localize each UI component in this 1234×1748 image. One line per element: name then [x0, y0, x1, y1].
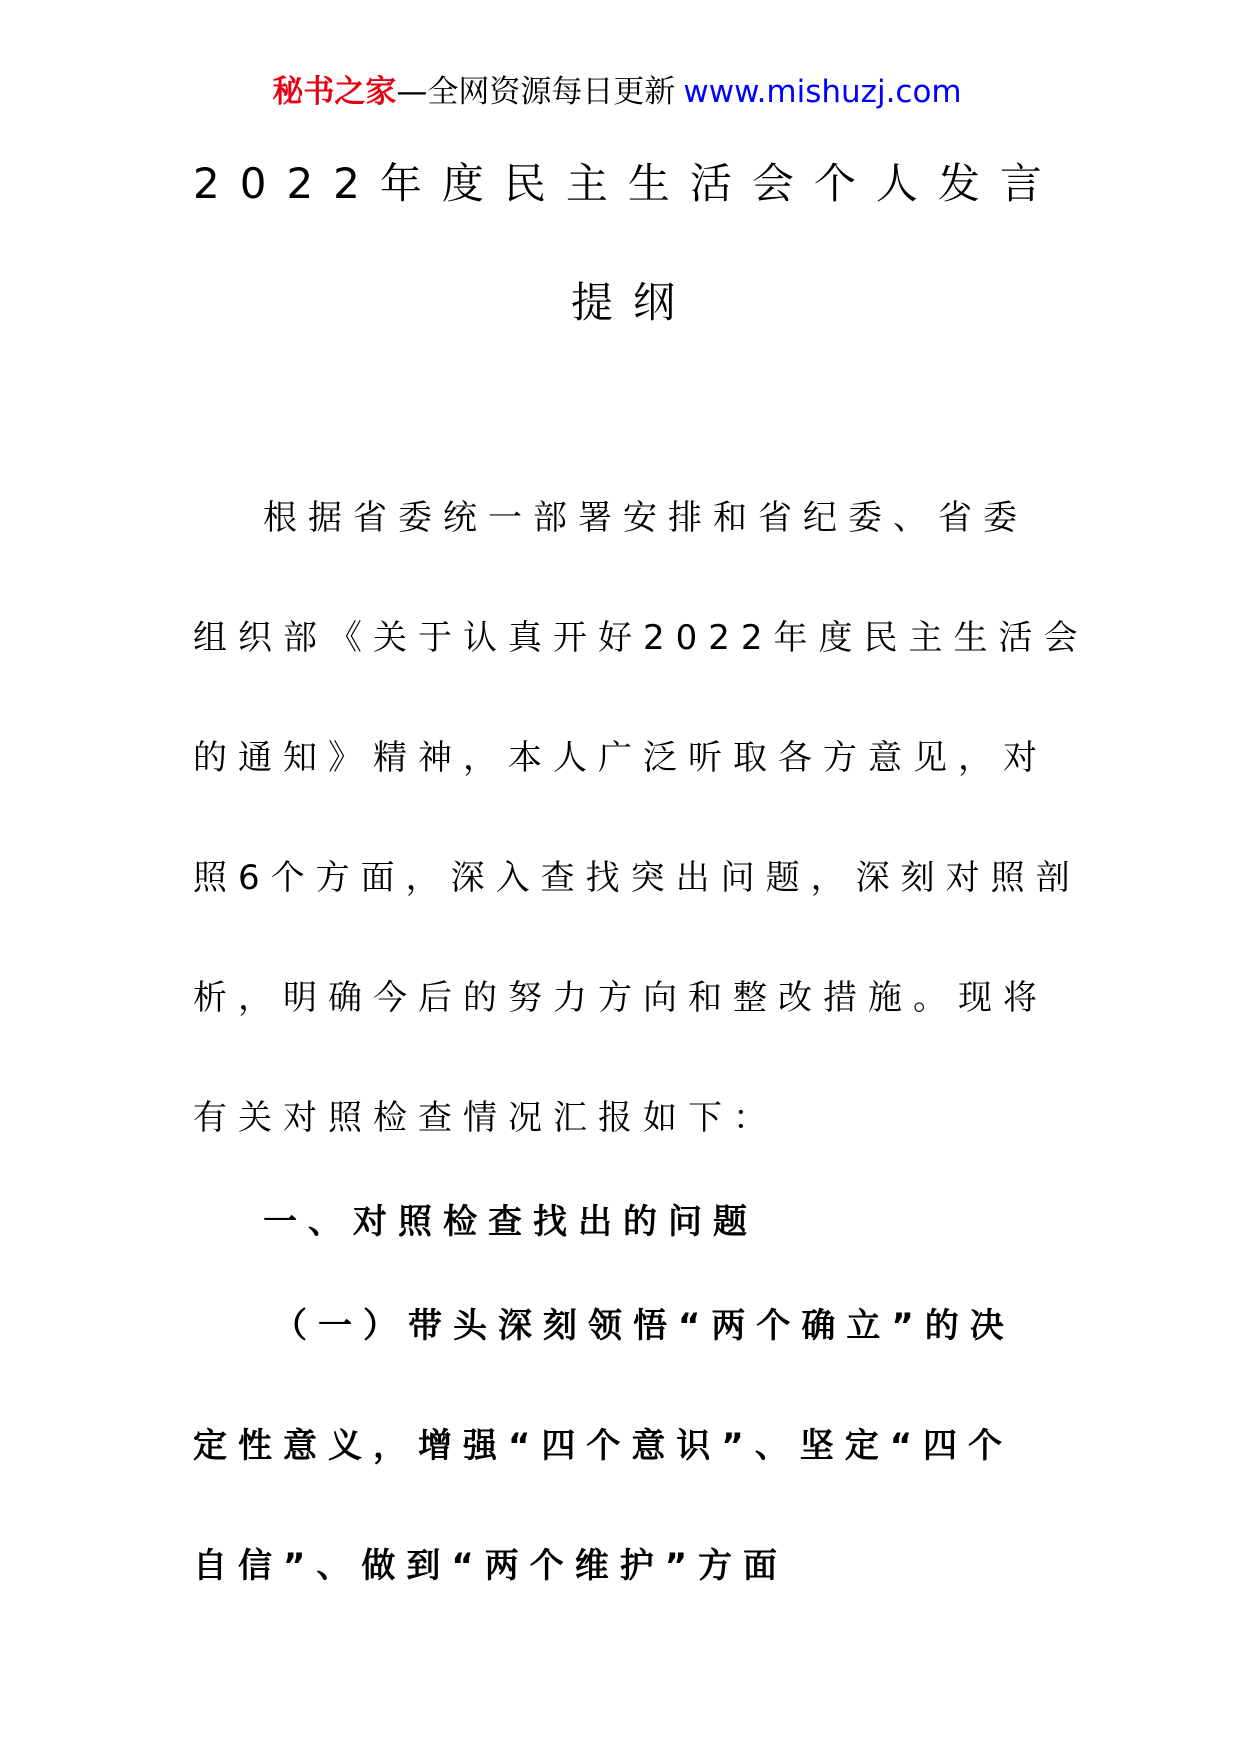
body-line-2: 组织部《关于认真开好2022年度民主生活会 [193, 618, 1089, 658]
body-line-5: 析，明确今后的努力方向和整改措施。现将 [193, 978, 1048, 1018]
subsection-line-2: 定性意义，增强“四个意识”、坚定“四个 [193, 1426, 1014, 1466]
subsection-line-3: 自信”、做到“两个维护”方面 [193, 1546, 789, 1586]
body-line-6: 有关对照检查情况汇报如下： [193, 1098, 778, 1138]
site-slogan: —全网资源每日更新 [396, 74, 676, 110]
site-header [0, 72, 1234, 112]
body-line-3: 的通知》精神，本人广泛听取各方意见，对 [193, 738, 1048, 778]
document-title-line-2: 提纲 [570, 278, 695, 327]
body-line-4: 照6个方面，深入查找突出问题，深刻对照剖 [193, 858, 1081, 898]
site-url[interactable]: www.mishuzj.com [683, 74, 962, 110]
body-line-1: 根据省委统一部署安排和省纪委、省委 [263, 498, 1028, 538]
section-heading-1: 一、对照检查找出的问题 [263, 1202, 758, 1242]
document-title-line-1: 2022年度民主生活会个人发言 [193, 159, 1062, 208]
subsection-line-1: （一）带头深刻领悟“两个确立”的决 [273, 1306, 1015, 1346]
site-brand: 秘书之家 [272, 74, 397, 110]
